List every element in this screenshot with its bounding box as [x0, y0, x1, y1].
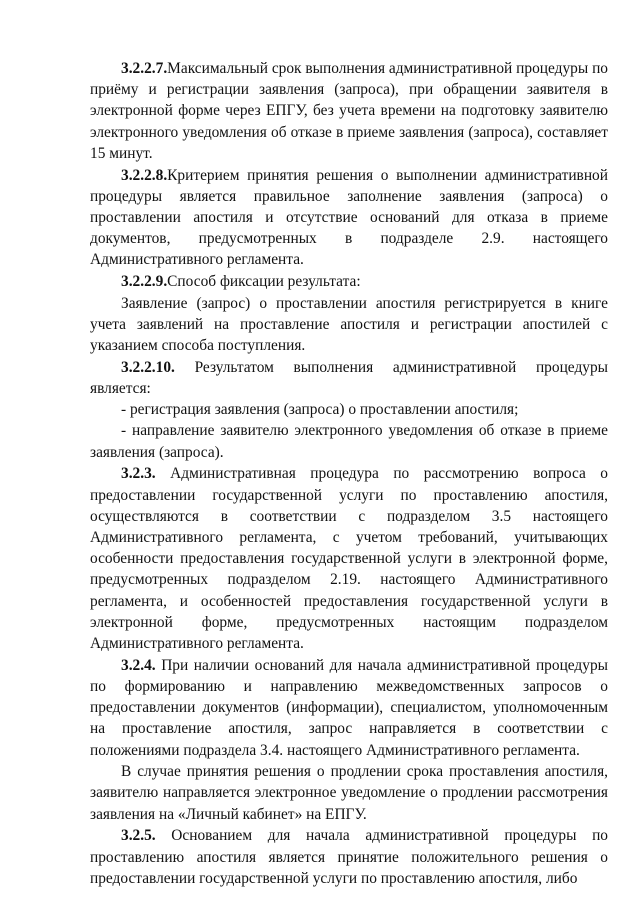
- section-number: 3.2.3.: [121, 465, 156, 483]
- paragraph-text: Результатом выполнения административной процедуры является:: [90, 358, 608, 398]
- paragraph-3-2-4: [90, 655, 608, 761]
- paragraph-3-2-5: [90, 825, 608, 889]
- list-item-registration: [90, 399, 608, 420]
- section-number: 3.2.4.: [121, 656, 156, 674]
- paragraph-3-2-3: [90, 463, 608, 654]
- paragraph-3-2-2-9: [90, 271, 608, 292]
- paragraph-text: Основанием для начала административной процедуры по проставлению апостиля является принятие положительного решения о предоставлении государственной услуги по проставлению апостиля, либо: [90, 827, 608, 887]
- section-number: 3.2.5.: [121, 827, 156, 845]
- paragraph-extension: [90, 761, 608, 825]
- paragraph-text: Способ фиксации результата:: [167, 273, 361, 291]
- section-number: 3.2.2.8.: [121, 166, 168, 184]
- paragraph-3-2-2-7: [90, 58, 608, 164]
- paragraph-text: При наличии оснований для начала административной процедуры по формированию и направлению межведомственных запросов о предоставлении документов (информации), специалистом, уполномоченным на проставление апостиля, запрос направляется в соответствии с положениями подраздела 3.4. настоящего Административного регламента.: [90, 656, 608, 759]
- paragraph-registration-method: [90, 293, 608, 357]
- paragraph-text: Административная процедура по рассмотрению вопроса о предоставлении государственной услуги по проставлению апостиля, осуществляются в соответствии с подразделом 3.5 настоящего Административного регламента, с учетом требований, учитывающих особенности предоставления государственной услуги в электронной форме, предусмотренных подразделом 2.19. настоящего Административного регламента, и особенностей предоставления государственной услуги в электронной форме, предусмотренных настоящим подразделом Административного регламента.: [90, 465, 608, 652]
- section-number: 3.2.2.9.: [121, 273, 168, 291]
- document-page: [90, 58, 608, 889]
- paragraph-text: В случае принятия решения о продлении срока проставления апостиля, заявителю направляется электронное уведомление о продлении рассмотрения заявления на «Личный кабинет» на ЕПГУ.: [90, 763, 608, 823]
- paragraph-text: Заявление (запрос) о проставлении апостиля регистрируется в книге учета заявлений на проставление апостиля и регистрации апостилей с указанием способа поступления.: [90, 294, 608, 355]
- paragraph-3-2-2-8: [90, 165, 608, 271]
- paragraph-3-2-2-10: [90, 357, 608, 399]
- paragraph-text: - регистрация заявления (запроса) о проставлении апостиля;: [121, 401, 519, 419]
- section-number: 3.2.2.10.: [121, 358, 175, 376]
- paragraph-text: Критерием принятия решения о выполнении административной процедуры является правильное заполнение заявления (запроса) о проставлении апостиля и отсутствие оснований для отказа в приеме документов, предусмотренных в подразделе 2.9. настоящего Административного регламента.: [90, 166, 608, 269]
- section-number: 3.2.2.7.: [121, 60, 168, 77]
- paragraph-text: Максимальный срок выполнения административной процедуры по приёму и регистрации заявления (запроса), при обращении заявителя в электронной форме через ЕПГУ, без учета времени на подготовку заявителю электронного уведомления об отказе в приеме заявления (запроса), составляет 15 минут.: [90, 60, 608, 162]
- list-item-notification: [90, 420, 608, 462]
- paragraph-text: - направление заявителю электронного уведомления об отказе в приеме заявления (запроса).: [90, 422, 608, 461]
